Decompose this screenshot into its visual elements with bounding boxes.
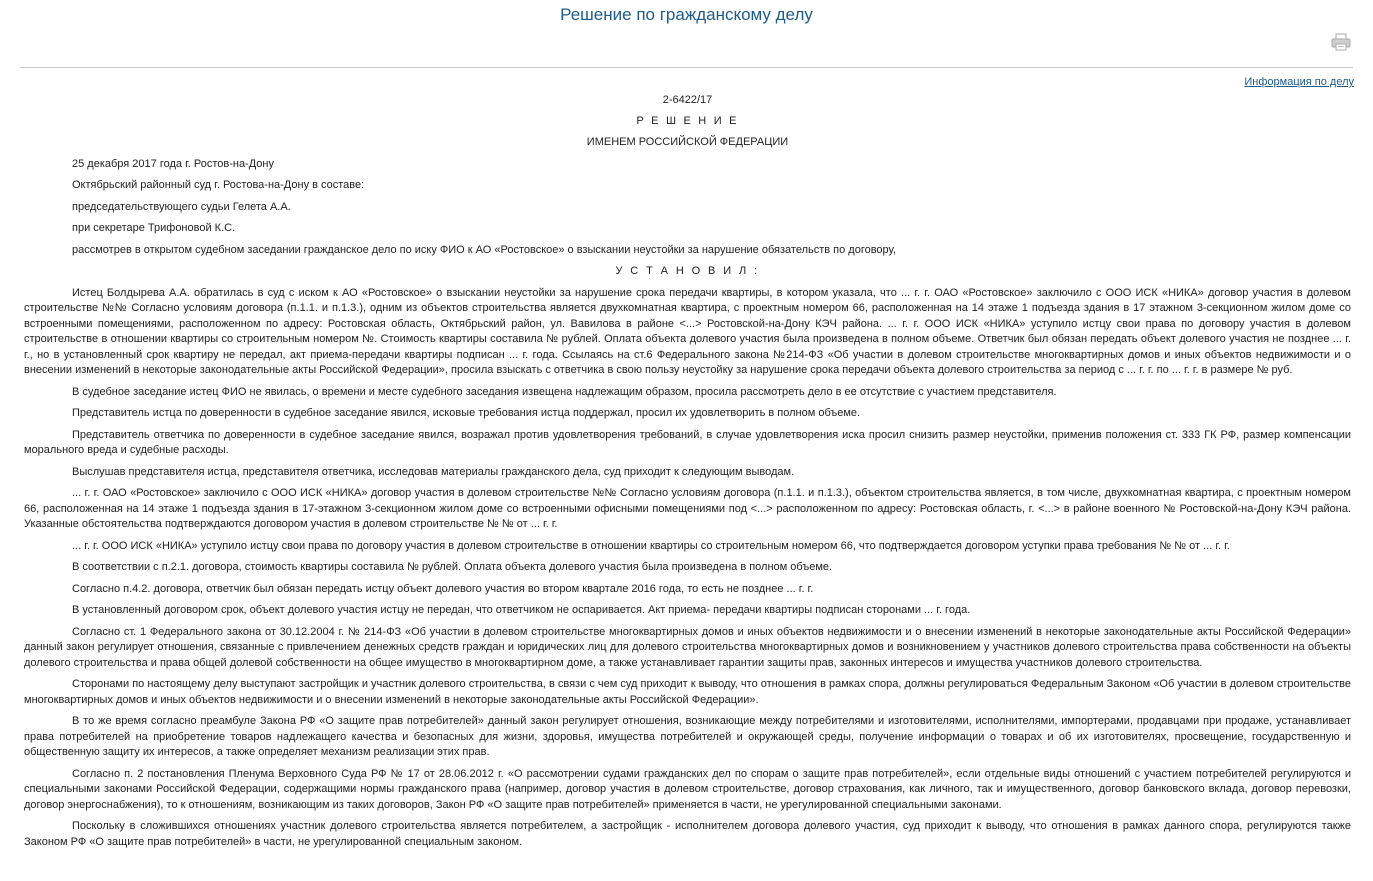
document-paragraph: Истец Болдырева А.А. обратилась в суд с иском к АО «Ростовское» о взыскании неустойки за нарушение срока передачи квартиры, в котором указала, что ... г. г. ОАО «Ростовское» заключило с ООО ИСК «НИКА» договор участия в долевом строительстве №№ Согласно условиям договора (п.1.1. и п.1.3.), одним из объектов строительства является двухкомнатная квартира, с проектным номером 66, расположенная на 14 этаже 1 подъезда здания в 17 этажном 3-секционном жилом доме со встроенными помещениями, расположенном по адресу: Ростовская область, Октябрьский район, ул. Вавилова в районе <...> Ростовской-на-Дону КЭЧ района. ... г. г. ООО ИСК «НИКА» уступило истцу свои права по договору участия в долевом строительстве в отношении квартиры со строительным номером №. Стоимость квартиры составила № рублей. Оплата объекта долевого участия была произведена в полном объеме. Ответчик был обязан передать объект долевого участия не позднее ... г. г., но в установленный срок квартиру не передал, акт приема-передачи квартиры подписан ... г. года. Ссылаясь на ст.6 Федерального закона №214-ФЗ «Об участии в долевом строительстве многоквартирных домов и иных объектов недвижимости и о внесении изменений в некоторые законодательные акты Российской Федерации», просила взыскать с ответчика в свою пользу неустойку за нарушение срока передачи объекта долевого строительства за период с ... г. г. по ... г. г. в размере № руб. xyxy=(24,286,1351,376)
document-paragraph: В то же время согласно преамбуле Закона РФ «О защите прав потребителей» данный закон регулирует отношения, возникающие между потребителями и изготовителями, исполнителями, импортерами, продавцами при продаже, устанавливает права потребителей на приобретение товаров надлежащего качества и безопасных для жизни, здоровья, имущества потребителей и окружающей среды, получение информации о товарах и об их изготовителях, просвещение, государственную и общественную защиту их интересов, а также определяет механизм реализации этих прав. xyxy=(24,715,1351,758)
date-place: 25 декабря 2017 года г. Ростов-на-Дону xyxy=(72,157,274,170)
case-number: 2-6422/17 xyxy=(662,94,713,106)
document-paragraph: ... г. г. ООО ИСК «НИКА» уступило истцу свои права по договору участия в долевом строительстве в отношении квартиры со строительным номером 66, что подтверждается договором уступки права требования № № от ... г. г. xyxy=(72,539,1230,552)
document-type-heading: Р Е Ш Е Н И Е xyxy=(636,114,739,127)
document-paragraph: В соответствии с п.2.1. договора, стоимость квартиры составила № рублей. Оплата объекта долевого участия была произведена в полном объеме. xyxy=(72,561,833,573)
document-paragraph: В судебное заседание истец ФИО не явилась, о времени и месте судебного заседания извещена надлежащим образом, просила рассмотреть дело в ее отсутствие с участием представителя. xyxy=(72,385,1057,398)
in-name-of-heading: ИМЕНЕМ РОССИЙСКОЙ ФЕДЕРАЦИИ xyxy=(586,136,789,148)
secretary-line: при секретаре Трифоновой К.С. xyxy=(72,222,236,234)
document-body xyxy=(24,93,1351,856)
document-paragraph: Представитель истца по доверенности в судебное заседание явился, исковые требования истца поддержал, просил их удовлетворить в полном объеме. xyxy=(72,407,861,419)
document-paragraph: Сторонами по настоящему делу выступают застройщик и участник долевого строительства, в связи с чем суд приходит к выводу, что отношения в рамках спора, должны регулироваться Федеральным Законом «Об участии в долевом строительстве многоквартирных домов и иных объектов недвижимости и о внесении изменений в некоторые законодательные акты Российской Федерации». xyxy=(24,678,1351,706)
printer-icon[interactable] xyxy=(1331,33,1351,51)
document-paragraph: Согласно п.4.2. договора, ответчик был обязан передать истцу объект долевого участия во втором квартале 2016 года, то есть не позднее ... г. г. xyxy=(72,582,814,595)
document-paragraph: ... г. г. ОАО «Ростовское» заключило с ООО ИСК «НИКА» договор участия в долевом строительстве №№ Согласно условиям договора (п.1.1. и п.1.3.), объектом строительства является, в том числе, двухкомнатная квартира, с проектным номером 66, расположенная на 14 этаже 1 подъезда здания в 17-этажном 3-секционном жилом доме со встроенными офисными помещениями под <...> расположенном по адресу: Ростовская область, г. <...> в районе военного № Ростовской-на-Дону КЭЧ района. Указанные обстоятельства подтверждаются договором участия в долевом строительстве № № от ... г. г. xyxy=(24,487,1351,530)
document-paragraph: Поскольку в сложившихся отношениях участник долевого строительства является потребителем, а застройщик - исполнителем договора долевого участия, суд приходит к выводу, что отношения в рамках данного спора, регулируются также Законом РФ «О защите прав потребителей» в части, не урегулированной специальным законом. xyxy=(24,820,1351,848)
page-title: Решение по гражданскому делу xyxy=(560,5,813,24)
case-info-link[interactable]: Информация по делу xyxy=(1244,76,1354,88)
header-divider xyxy=(20,67,1353,68)
document-paragraph: Согласно ст. 1 Федерального закона от 30.12.2004 г. № 214-ФЗ «Об участии в долевом строительстве многоквартирных домов и иных объектов недвижимости и о внесении изменений в некоторые законодательные акты Российской Федерации» данный закон регулирует отношения, связанные с привлечением денежных средств граждан и юридических лиц для долевого строительства многоквартирных домов и возникновением у участников долевого строительства права собственности на объекты долевого строительства и права общей долевой собственности на общее имущество в многоквартирном доме, а также устанавливает гарантии защиты прав, законных интересов и имущества участников долевого строительства. xyxy=(24,625,1351,669)
judge-line: председательствующего судьи Гелета А.А. xyxy=(72,200,291,213)
document-paragraph: В установленный договором срок, объект долевого участия истцу не передан, что ответчиком не оспаривается. Акт приема- передачи квартиры подписан сторонами ... г. года. xyxy=(72,604,971,616)
document-paragraph: Представитель ответчика по доверенности в судебное заседание явился, возражал против удовлетворения требований, в случае удовлетворения иска просил снизить размер неустойки, применив положения ст. 333 ГК РФ, размер компенсации морального вреда и судебные расходы. xyxy=(24,428,1351,456)
document-paragraph: Выслушав представителя истца, представителя ответчика, исследовав материалы гражданского дела, суд приходит к следующим выводам. xyxy=(72,465,795,478)
document-paragraph: Согласно п. 2 постановления Пленума Верховного Суда РФ № 17 от 28.06.2012 г. «О рассмотрении судами гражданских дел по спорам о защите прав потребителей», если отдельные виды отношений с участием потребителей регулируются и специальными законами Российской Федерации, содержащими нормы гражданского права (например, договор участия в долевом строительстве, договор страхования, как личного, так и имущественного, договор банковского вклада, договор перевозки, договор энергоснабжения), то к отношениям, возникающим из таких договоров, Закон РФ «О защите прав потребителей» применяется в части, не урегулированной специальными законами. xyxy=(24,767,1351,811)
court-name: Октябрьский районный суд г. Ростова-на-Дону в составе: xyxy=(72,179,365,191)
considered-line: рассмотрев в открытом судебном заседании гражданское дело по иску ФИО к АО «Ростовское» о взыскании неустойки за нарушение обязательств по договору, xyxy=(72,243,897,256)
established-heading: У С Т А Н О В И Л : xyxy=(615,265,760,277)
